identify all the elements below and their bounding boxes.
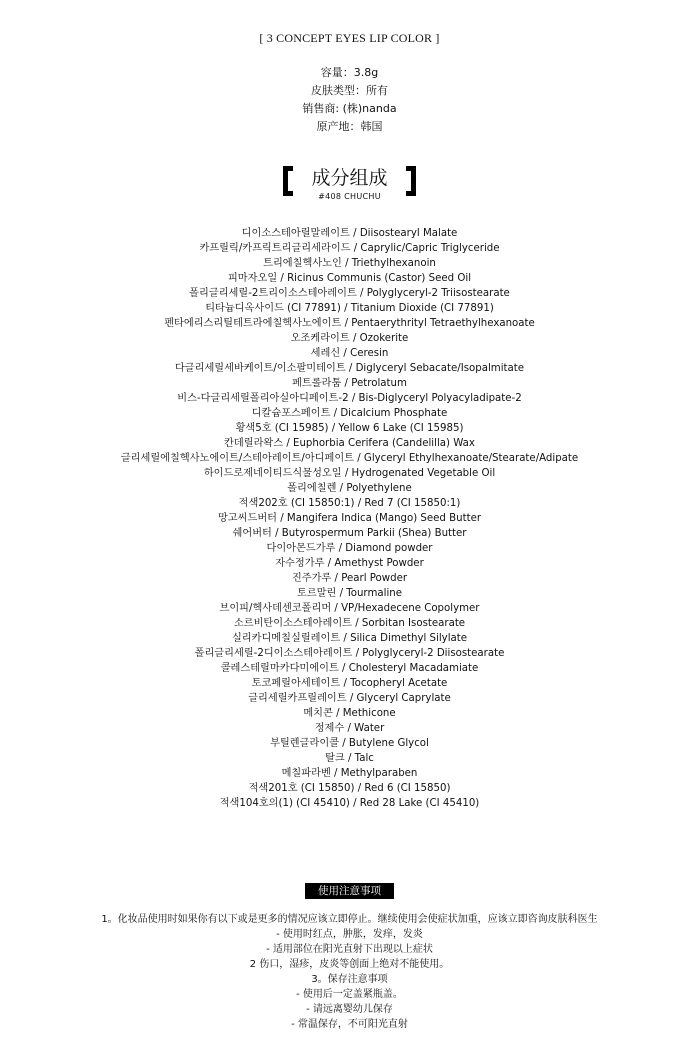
ingredient-item: 진주가루 / Pearl Powder [291, 573, 408, 584]
ingredient-item: 다이아몬드가루 / Diamond powder [266, 543, 433, 554]
notice-line: - 使用时红点，肿胀，发痒，发炎 [276, 929, 423, 940]
ingredient-item: 메치콘 / Methicone [303, 708, 396, 719]
notice-line: 2 伤口，湿疹，皮炎等创面上绝对不能使用。 [249, 959, 450, 970]
ingredient-item: 디칼슘포스페이트 / Dicalcium Phosphate [251, 408, 448, 419]
ingredient-item: 황색5호 (CI 15985) / Yellow 6 Lake (CI 15985) [235, 423, 464, 434]
notice-line: 3。保存注意事项 [311, 974, 388, 985]
ingredient-item: 폴리에칠렌 / Polyethylene [287, 483, 412, 494]
notice-line: - 适用部位在阳光直射下出现以上症状 [266, 944, 433, 955]
ingredients-list [0, 226, 699, 811]
ingredient-item: 부틸렌글라이콜 / Butylene Glycol [270, 738, 429, 749]
ingredient-item: 적색201호 (CI 15850) / Red 6 (CI 15850) [248, 783, 451, 794]
ingredient-item: 피마자오일 / Ricinus Communis (Castor) Seed Oil [227, 273, 472, 284]
ingredient-item: 적색202호 (CI 15850:1) / Red 7 (CI 15850:1) [238, 498, 461, 509]
ingredients-title [0, 166, 699, 204]
ingredient-item: 쉐어버터 / Butyrospermum Parkii (Shea) Butter [232, 528, 467, 539]
notice-line: - 请远离婴幼儿保存 [306, 1004, 393, 1015]
ingredient-item: 글리세릴에칠헥사노에이트/스테아레이트/아디페이트 / Glyceryl Ethylhexanoate/Stearate/Adipate [120, 453, 579, 464]
ingredient-item: 티타늄디옥사이드 (CI 77891) / Titanium Dioxide (CI 77891) [205, 303, 494, 314]
ingredient-item: 탈크 / Talc [325, 753, 374, 764]
shade-code: #408 CHUCHU [318, 192, 381, 201]
ingredient-item: 하이드로제네이티드식물성오일 / Hydrogenated Vegetable Oil [203, 468, 496, 479]
ingredient-item: 칸데릴라왁스 / Euphorbia Cerifera (Candelilla) Wax [224, 438, 475, 449]
ingredient-item: 망고씨드버터 / Mangifera Indica (Mango) Seed Butter [217, 513, 482, 524]
ingredient-item: 디이소스테아릴말레이트 / Diisostearyl Malate [241, 228, 458, 239]
ingredient-item: 실리카디메칠실릴레이트 / Silica Dimethyl Silylate [231, 633, 468, 644]
ingredient-item: 페트롤라툼 / Petrolatum [292, 378, 407, 389]
product-specs [0, 64, 699, 136]
ingredient-item: 다글리세릴세바케이트/이소팔미테이트 / Diglyceryl Sebacate/Isopalmitate [174, 363, 525, 374]
right-bracket-icon [406, 166, 416, 196]
usage-notes [0, 912, 699, 1032]
ingredient-item: 트리에칠헥사노인 / Triethylhexanoin [263, 258, 436, 269]
notice-line: - 常温保存，不可阳光直射 [291, 1019, 408, 1030]
spec-capacity: 容量：3.8g [320, 66, 379, 79]
ingredient-item: 메칠파라벤 / Methylparaben [281, 768, 418, 779]
spec-skin-type: 皮肤类型：所有 [311, 84, 388, 97]
notice-line: 1。化妆品使用时如果你有以下或是更多的情况应该立即停止。继续使用会使症状加重，应该立即咨询皮肤科医生 [101, 914, 598, 925]
ingredient-item: 폴리글리세릴-2트리이소스테아레이트 / Polyglyceryl-2 Triisostearate [189, 288, 510, 299]
ingredient-item: 자수정가루 / Amethyst Powder [275, 558, 424, 569]
ingredient-item: 콜레스테릴마카다미에이트 / Cholesteryl Macadamiate [220, 663, 479, 674]
product-name-header: [ 3 CONCEPT EYES LIP COLOR ] [259, 31, 440, 45]
notice-line: - 使用后一定盖紧瓶盖。 [296, 989, 403, 1000]
ingredients-title-text: 成分组成 [311, 167, 388, 189]
ingredient-item: 카프릴릭/카프릭트리글리세라이드 / Caprylic/Capric Triglyceride [199, 243, 500, 254]
ingredient-item: 토르말린 / Tourmaline [296, 588, 402, 599]
ingredient-item: 소르비탄이소스테아레이트 / Sorbitan Isostearate [233, 618, 466, 629]
spec-seller: 销售商: (株)nanda [302, 102, 397, 115]
ingredient-item: 토코페릴아세테이트 / Tocopheryl Acetate [251, 678, 448, 689]
ingredient-item: 비스-다글리세릴폴리아실아디페이트-2 / Bis-Diglyceryl Polyacyladipate-2 [177, 393, 522, 404]
ingredient-item: 오조케라이트 / Ozokerite [290, 333, 409, 344]
ingredient-item: 세레신 / Ceresin [310, 348, 389, 359]
ingredient-item: 폴리글리세릴-2디이소스테아레이트 / Polyglyceryl-2 Diisostearate [194, 648, 505, 659]
ingredient-item: 정제수 / Water [314, 723, 385, 734]
ingredient-item: 펜타에리스리틸테트라에칠헥사노에이트 / Pentaerythrityl Tetraethylhexanoate [164, 318, 535, 329]
usage-notice-label: 使用注意事项 [305, 883, 394, 899]
ingredient-item: 글리세릴카프릴레이트 / Glyceryl Caprylate [248, 693, 451, 704]
ingredient-item: 적색104호의(1) (CI 45410) / Red 28 Lake (CI 45410) [219, 798, 480, 809]
ingredient-item: 브이피/헥사데센코폴리머 / VP/Hexadecene Copolymer [219, 603, 480, 614]
spec-origin: 原产地：韩国 [316, 120, 383, 133]
